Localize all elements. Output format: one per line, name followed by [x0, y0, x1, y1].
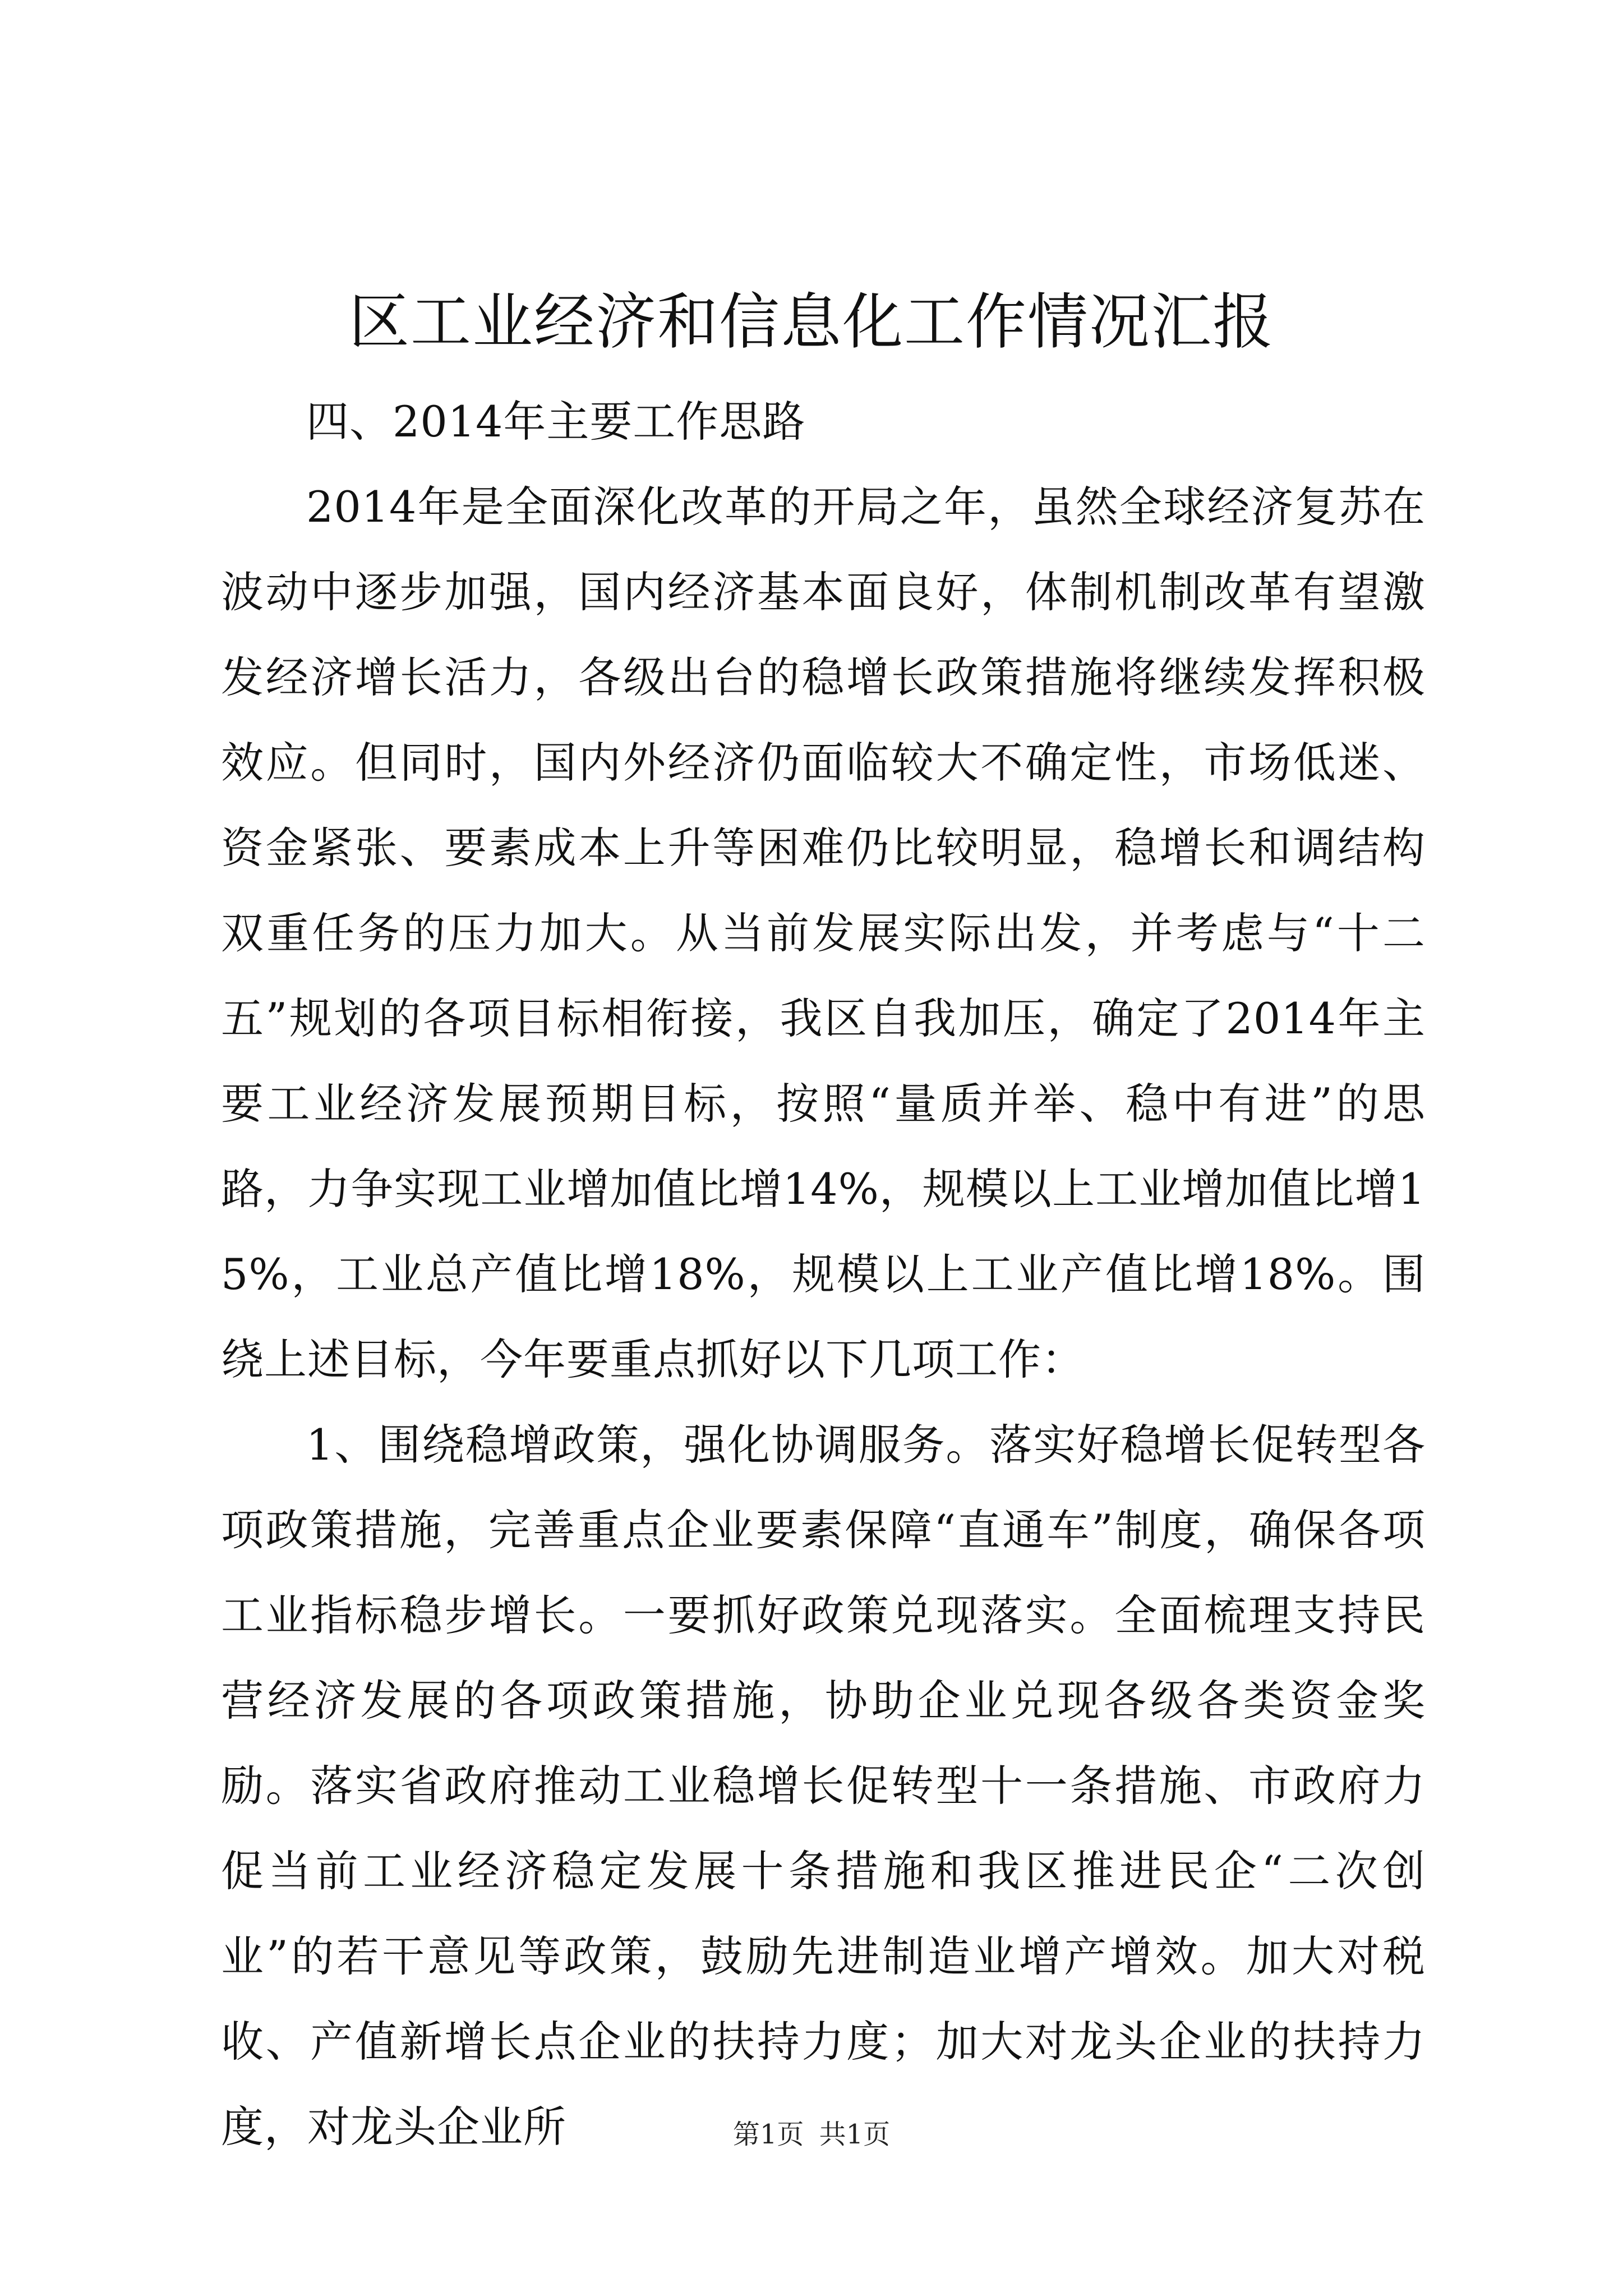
section-heading: 四、2014年主要工作思路 — [306, 397, 806, 447]
page-footer — [0, 2115, 1623, 2154]
paragraph-policy: 1、围绕稳增政策，强化协调服务。落实好稳增长促转型各项政策措施，完善重点企业要素保障“直通车”制度，确保各项工业指标稳步增长。一要抓好政策兑现落实。全面梳理支持民营经济发展的各项政策措施，协助企业兑现各级各类资金奖励。落实省政府推动工业稳增长促转型十一条措施、市政府力促当前工业经济稳定发展十条措施和我区推进民企“二次创业”的若干意见等政策，鼓励先进制造业增产增效。加大对税收、产值新增长点企业的扶持力度；加大对龙头企业的扶持力度，对龙头企业所 — [221, 1420, 1426, 2152]
document-title: 区工业经济和信息化工作情况汇报 — [348, 287, 1274, 357]
paragraph-outlook: 2014年是全面深化改革的开局之年，虽然全球经济复苏在波动中逐步加强，国内经济基本面良好，体制机制改革有望激发经济增长活力，各级出台的稳增长政策措施将继续发挥积极效应。但同时，国内外经济仍面临较大不确定性，市场低迷、资金紧张、要素成本上升等困难仍比较明显，稳增长和调结构双重任务的压力加大。从当前发展实际出发，并考虑与“十二五”规划的各项目标相衔接，我区自我加压，确定了2014年主要工业经济发展预期目标，按照“量质并举、稳中有进”的思路，力争实现工业增加值比增14%，规模以上工业增加值比增15%，工业总产值比增18%，规模以上工业产值比增18%。围绕上述目标，今年要重点抓好以下几项工作： — [221, 482, 1426, 1384]
document-body — [221, 379, 1426, 2170]
page-total: 共1页 — [819, 2119, 891, 2150]
page-number: 第1页 — [732, 2119, 804, 2150]
